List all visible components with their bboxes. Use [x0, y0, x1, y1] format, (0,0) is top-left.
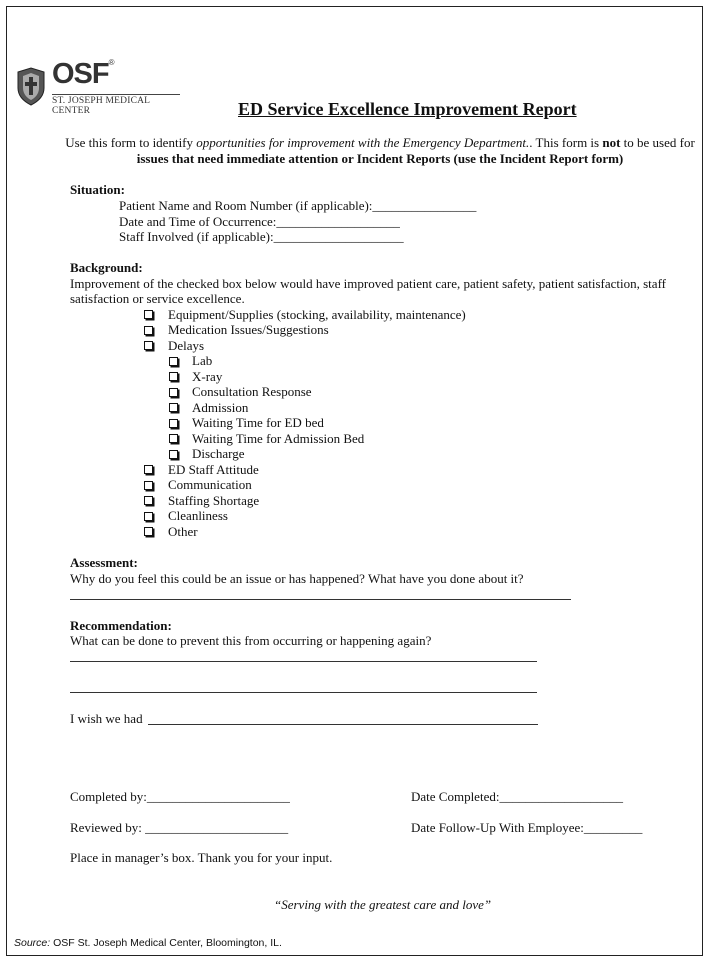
osf-logo	[14, 58, 184, 116]
date-time-field[interactable]: Date and Time of Occurrence:___________________	[119, 214, 400, 229]
intro-paragraph: Use this form to identify opportunities for improvement with the Emergency Department.. This form is not to be used for issues that need immediate attention or Incident Reports (use the Incident Report form)	[65, 135, 695, 166]
checkbox-delays[interactable]	[144, 341, 153, 350]
checkbox-communication[interactable]	[144, 481, 153, 490]
completed-by-field[interactable]: Completed by:______________________	[70, 789, 290, 804]
checklist-label: Cleanliness	[168, 508, 228, 523]
date-completed-field[interactable]: Date Completed:___________________	[411, 789, 623, 804]
checklist-label: Medication Issues/Suggestions	[168, 322, 329, 337]
situation-heading: Situation:	[70, 182, 125, 197]
assessment-question: Why do you feel this could be an issue or has happened? What have you done about it?	[70, 571, 524, 586]
checkbox-cleanliness[interactable]	[144, 512, 153, 521]
wish-label: I wish we had	[70, 711, 143, 726]
reviewed-by-field[interactable]: Reviewed by: ______________________	[70, 820, 289, 835]
checklist-label: Discharge	[192, 446, 245, 461]
checklist-label: Waiting Time for ED bed	[192, 415, 324, 430]
checkbox-other[interactable]	[144, 527, 153, 536]
checklist-label: X-ray	[192, 369, 223, 384]
checkbox-equipment[interactable]	[144, 310, 153, 319]
logo-brand: OSF®	[52, 58, 114, 90]
logo-rule	[52, 94, 180, 95]
assessment-heading: Assessment:	[70, 555, 138, 570]
checklist-label: Communication	[168, 477, 252, 492]
date-followup-field[interactable]: Date Follow-Up With Employee:_________	[411, 820, 643, 835]
checklist-label: Waiting Time for Admission Bed	[192, 431, 365, 446]
checklist-label: Delays	[168, 338, 205, 353]
checklist-label: ED Staff Attitude	[168, 462, 259, 477]
recommendation-answer-line[interactable]	[70, 661, 537, 662]
recommendation-question: What can be done to prevent this from occurring or happening again?	[70, 633, 432, 648]
background-text-line1: Improvement of the checked box below would have improved patient care, patient safety, patient satisfaction, staff	[70, 276, 666, 291]
recommendation-heading: Recommendation:	[70, 618, 172, 633]
recommendation-answer-line[interactable]	[70, 692, 537, 693]
checkbox-staffing-shortage[interactable]	[144, 496, 153, 505]
checklist-label: Other	[168, 524, 198, 539]
checkbox-staff-attitude[interactable]	[144, 465, 153, 474]
checkbox-waiting-ed-bed[interactable]	[169, 419, 178, 428]
place-note: Place in manager’s box. Thank you for your input.	[70, 850, 333, 865]
checkbox-xray[interactable]	[169, 372, 178, 381]
checkbox-lab[interactable]	[169, 357, 178, 366]
checklist-label: Lab	[192, 353, 213, 368]
assessment-answer-line[interactable]	[70, 599, 571, 600]
checklist-label: Staffing Shortage	[168, 493, 260, 508]
checklist-label: Consultation Response	[192, 384, 312, 399]
logo-subtitle: ST. JOSEPH MEDICAL CENTER	[52, 96, 150, 116]
checkbox-admission[interactable]	[169, 403, 178, 412]
patient-name-field[interactable]: Patient Name and Room Number (if applicable):________________	[119, 198, 477, 213]
staff-involved-field[interactable]: Staff Involved (if applicable):____________________	[119, 229, 404, 244]
page-title: ED Service Excellence Improvement Report	[238, 99, 577, 119]
motto: “Serving with the greatest care and love”	[274, 897, 492, 912]
wish-answer-line[interactable]	[148, 724, 538, 725]
checklist-label: Admission	[192, 400, 249, 415]
crest-icon	[14, 66, 48, 106]
checkbox-consultation[interactable]	[169, 388, 178, 397]
background-text-line2: satisfaction or service excellence.	[70, 291, 245, 306]
checkbox-discharge[interactable]	[169, 450, 178, 459]
source-note: Source: OSF St. Joseph Medical Center, Bloomington, IL.	[14, 937, 282, 949]
background-heading: Background:	[70, 260, 143, 275]
checklist-label: Equipment/Supplies (stocking, availability, maintenance)	[168, 307, 466, 322]
checkbox-waiting-admission-bed[interactable]	[169, 434, 178, 443]
checkbox-medication[interactable]	[144, 326, 153, 335]
